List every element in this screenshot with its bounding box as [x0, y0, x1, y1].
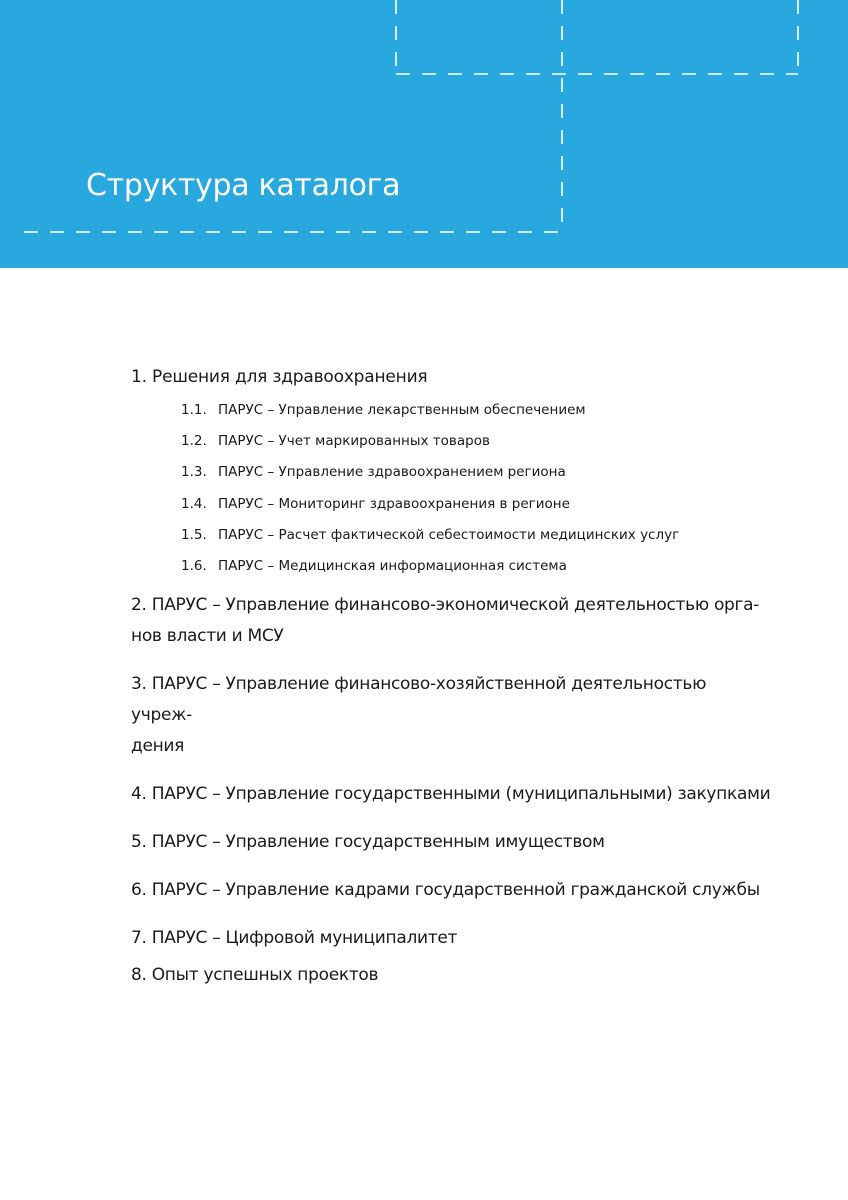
toc-item-line: 4. ПАРУС – Управление государственными (муниципальными) закупками — [131, 784, 771, 805]
toc-subsection-list — [181, 395, 771, 582]
toc-item-7 — [131, 923, 771, 954]
toc-subitem-text: ПАРУС – Расчет фактической себестоимости медицинских услуг — [218, 526, 680, 543]
toc-item-line: 7. ПАРУС – Цифровой муниципалитет — [131, 928, 458, 949]
toc-subitem-text: ПАРУС – Мониторинг здравоохранения в регионе — [218, 495, 570, 512]
toc-item-4 — [131, 779, 771, 810]
toc-subitem-number: 1.3. — [181, 464, 207, 481]
table-of-contents — [131, 362, 771, 1008]
toc-item-line: 6. ПАРУС – Управление кадрами государственной гражданской службы — [131, 880, 760, 901]
toc-item-line: нов власти и МСУ — [131, 626, 284, 647]
toc-subitem-number: 1.4. — [181, 495, 207, 512]
toc-item-line: 3. ПАРУС – Управление финансово-хозяйственной деятельностью учреж- — [131, 674, 707, 726]
header-band — [0, 0, 848, 268]
toc-item-2 — [131, 590, 771, 652]
toc-subitem-number: 1.1. — [181, 402, 207, 418]
toc-subitem-text: ПАРУС – Управление здравоохранением региона — [218, 464, 566, 481]
toc-subitem — [181, 551, 771, 582]
page-title: Структура каталога — [86, 168, 401, 203]
toc-subitem — [181, 520, 771, 551]
toc-subitem — [181, 489, 771, 520]
toc-item-8 — [131, 960, 771, 991]
toc-item-5 — [131, 827, 771, 858]
toc-item-line: дения — [131, 736, 185, 757]
toc-subitem-number: 1.2. — [181, 433, 207, 450]
toc-subitem — [181, 395, 771, 426]
toc-subitem — [181, 457, 771, 488]
toc-subitem — [181, 426, 771, 457]
toc-subitem-number: 1.5. — [181, 526, 207, 543]
toc-item-line: 5. ПАРУС – Управление государственным имуществом — [131, 832, 605, 853]
toc-section-1-title: 1. Решения для здравоохранения — [131, 367, 428, 387]
toc-subitem-number: 1.6. — [181, 557, 207, 574]
dashed-frame-decoration — [0, 0, 848, 268]
toc-subitem-text: ПАРУС – Учет маркированных товаров — [218, 433, 490, 450]
toc-item-3 — [131, 669, 771, 762]
toc-item-6 — [131, 875, 771, 906]
toc-item-line: 8. Опыт успешных проектов — [131, 965, 379, 986]
toc-item-line: 2. ПАРУС – Управление финансово-экономической деятельностью орга- — [131, 595, 760, 616]
toc-subitem-text: ПАРУС – Управление лекарственным обеспечением — [218, 402, 586, 418]
toc-subitem-text: ПАРУС – Медицинская информационная система — [218, 557, 567, 574]
